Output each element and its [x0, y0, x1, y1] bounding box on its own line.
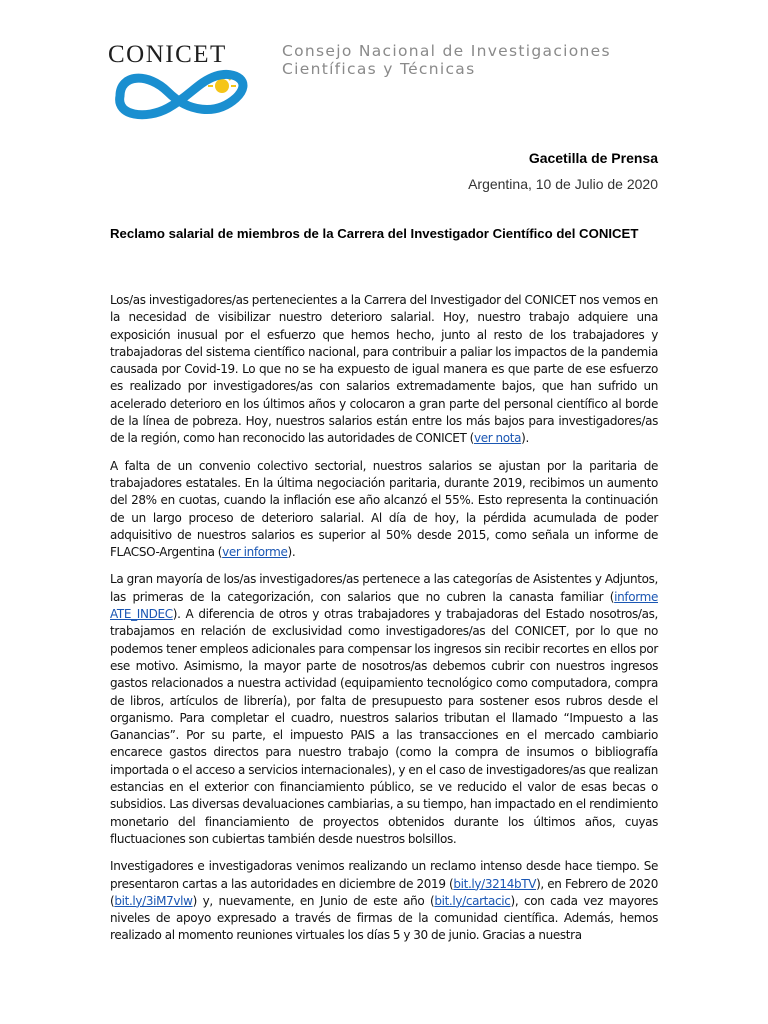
- paragraph-3: [110, 571, 658, 848]
- paragraph-4-end: ), con cada vez mayores niveles de apoyo expresado a través de firmas de la comunidad científica. Además, hemos realizado al momento reuniones virtuales los días 5 y 30 de junio. Gracias a nuestra: [110, 893, 659, 943]
- paragraph-4-start: Investigadores e investigadoras venimos realizando un reclamo intenso desde hace tiempo. Se presentaron cartas a las autoridades en diciembre de 2019 (: [110, 859, 658, 891]
- bitly-3im7vlw-link[interactable]: bit.ly/3iM7vlw: [114, 893, 193, 908]
- ver-informe-link[interactable]: ver informe: [222, 545, 288, 560]
- paragraph-4-mid1: ), en Febrero de 2020 (: [110, 876, 659, 908]
- conicet-logo-text: CONICET: [108, 41, 227, 68]
- paragraph-1: [110, 292, 658, 448]
- paragraph-4: [110, 858, 658, 944]
- paragraph-2-text: A falta de un convenio colectivo sectorial, nuestros salarios se ajustan por la paritaria de trabajadores estatales. En la última negociación paritaria, durante 2019, recibimos un aumento del 28% en cuotas, cuando la inflación ese año alcanzó el 55%. Esto representa la continuación de un largo proceso de deterioro salarial. Al día de hoy, la pérdida acumulada de poder adquisitivo de nuestros salarios es superior al 50% desde 2015, como señala un informe de FLACSO-Argentina (: [110, 458, 658, 560]
- paragraph-1-text: Los/as investigadores/as pertenecientes a la Carrera del Investigador del CONICET nos vemos en la necesidad de visibilizar nuestro deterioro salarial. Hoy, nuestro trabajo adquiere una exposición inusual por el esfuerzo que hemos hecho, junto al resto de los trabajadores y trabajadoras del sistema científico nacional, para contribuir a paliar los impactos de la pandemia causada por Covid-19. Lo que no se ha expuesto de igual manera es que parte de ese esfuerzo es realizado por investigadores/as con salarios extremadamente bajos, que han sufrido un acelerado deterioro en los últimos años y colocaron a gran parte del personal científico al borde de la línea de pobreza. Hoy, nuestros salarios están entre los más bajos para investigadores/as de la región, como han reconocido las autoridades de CONICET (: [110, 293, 658, 446]
- paragraph-4-mid2: ) y, nuevamente, en Junio de este año (: [192, 893, 435, 908]
- informe-ate-indec-link[interactable]: informe ATE_INDEC: [110, 589, 658, 622]
- ver-nota-link[interactable]: ver nota: [474, 431, 522, 446]
- bitly-cartacic-link[interactable]: bit.ly/cartacic: [434, 893, 511, 908]
- bitly-3214btv-link[interactable]: bit.ly/3214bTV: [453, 876, 537, 891]
- organization-name-line2: Científicas y Técnicas: [282, 60, 476, 78]
- letterhead: [0, 0, 768, 140]
- organization-name: [282, 42, 611, 78]
- paragraph-1-end: ).: [521, 431, 529, 446]
- press-release-label: Gacetilla de Prensa: [528, 150, 658, 166]
- document-body: [110, 292, 658, 955]
- paragraph-3-start: La gran mayoría de los/as investigadores/as pertenece a las categorías de Asistentes y Adjuntos, las primeras de la categorización, con salarios que no cubren la canasta familiar (: [110, 572, 658, 604]
- organization-name-line1: Consejo Nacional de Investigaciones: [282, 42, 611, 60]
- conicet-logo-icon: [108, 66, 258, 122]
- document-title: Reclamo salarial de miembros de la Carrera del Investigador Científico del CONICET: [110, 226, 639, 241]
- paragraph-3-text: ). A diferencia de otros y otras trabajadores y trabajadoras del Estado nosotros/as, trabajamos en relación de exclusividad como investigadores/as del CONICET, por lo que no podemos tener empleos adicionales para compensar los ingresos sin recibir recortes en ellos por ese motivo. Asimismo, la mayor parte de nosotros/as debemos cubrir con nuestros ingresos gastos relacionados a nuestra actividad (equipamiento tecnológico como computadora, compra de libros, artículos de librería), por falta de presupuesto para sostener esos rubros desde el organismo. Para completar el cuadro, nuestros salarios tributan el llamado “Impuesto a las Ganancias”. Por su parte, el impuesto PAIS a las transacciones en el mercado cambiario encarece gastos directos para nuestro trabajo (como la compra de insumos o bibliografía importada o el acceso a servicios internacionales), y en el caso de investigadores/as que realizan estancias en el exterior con financiamiento público, se ve reducido el valor de esas becas o subsidios. Las diversas devaluaciones cambiarias, a su tiempo, han impactado en el rendimiento monetario del financiamiento de proyectos obtenidos durante los últimos años, cuyas fluctuaciones son cubiertas también desde nuestros bolsillos.: [110, 607, 658, 846]
- paragraph-2-end: ).: [287, 545, 296, 560]
- press-date: Argentina, 10 de Julio de 2020: [468, 176, 658, 192]
- press-header: [468, 150, 658, 192]
- paragraph-2: [110, 458, 658, 562]
